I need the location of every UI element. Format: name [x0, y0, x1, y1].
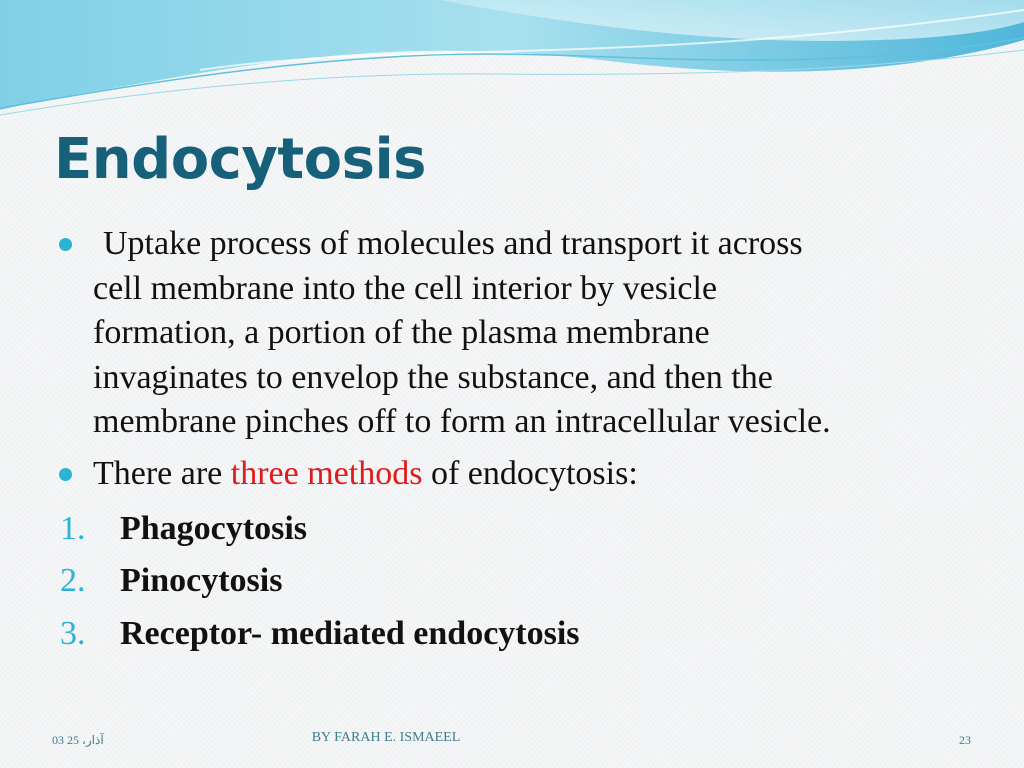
- method-number: 3.: [60, 615, 86, 652]
- definition-line: cell membrane into the cell interior by vesicle: [93, 269, 718, 307]
- method-item: [60, 505, 307, 553]
- top-wave-decoration: [0, 0, 1024, 120]
- bullet-dot-icon: [59, 468, 72, 481]
- method-item: [60, 557, 282, 605]
- method-label: Phagocytosis: [120, 510, 307, 547]
- bullet-methods-intro: [93, 452, 973, 497]
- definition-line: formation, a portion of the plasma membrane: [93, 314, 710, 351]
- slide-title: Endocytosis: [54, 127, 426, 192]
- methods-highlight: three methods: [230, 455, 423, 492]
- definition-line: invaginates to envelop the substance, and then the: [93, 358, 773, 396]
- method-item: [60, 610, 580, 658]
- definition-line: Uptake process of molecules and transport it across: [103, 225, 803, 262]
- method-label: Pinocytosis: [120, 562, 283, 599]
- method-label: Receptor- mediated endocytosis: [120, 615, 580, 652]
- footer-author: BY FARAH E. ISMAEEL: [311, 730, 461, 745]
- methods-intro-after: of endocytosis:: [422, 455, 638, 492]
- footer-page-number: 23: [959, 733, 971, 747]
- definition-line: membrane pinches off to form an intracellular vesicle.: [93, 403, 831, 440]
- method-number: 2.: [60, 562, 86, 599]
- footer-date: 03 آذار، 25: [52, 733, 104, 747]
- methods-intro-before: There are: [93, 455, 231, 492]
- method-number: 1.: [60, 510, 86, 547]
- bullet-definition: [93, 222, 973, 445]
- bullet-dot-icon: [59, 238, 72, 251]
